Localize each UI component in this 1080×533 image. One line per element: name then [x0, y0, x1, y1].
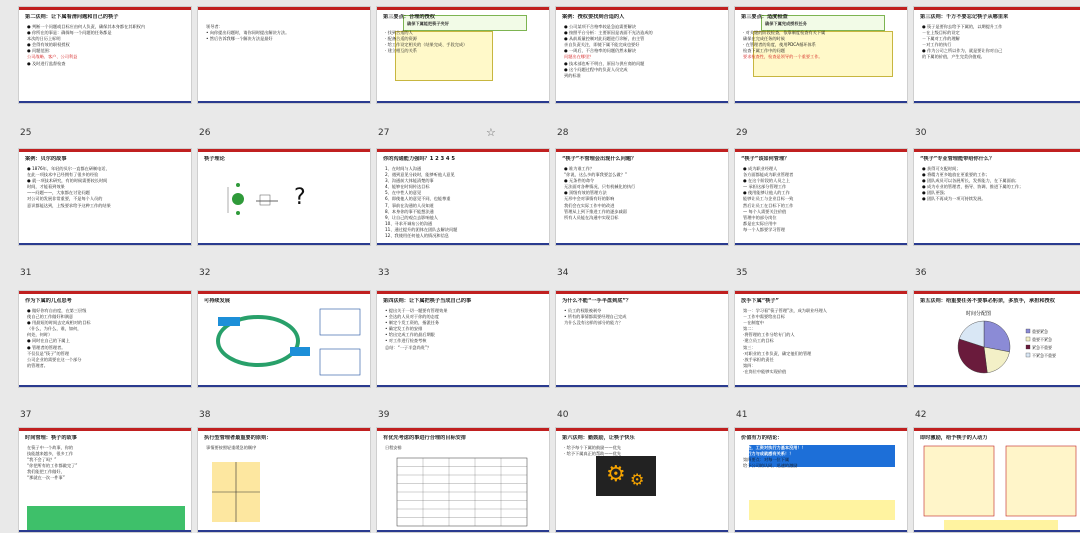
slide-header-bar [19, 291, 191, 294]
slide-title: 价值有万的结论： [741, 435, 783, 441]
slide-header-bar [377, 149, 549, 152]
slide-line: 事情要按照轻重缓急的顺序 [206, 445, 257, 450]
slide-header-bar [735, 149, 907, 152]
slide-body [27, 445, 185, 528]
slide-line: 技能越来越多，很多工作 [27, 451, 74, 457]
slide-number: 25 [20, 128, 32, 138]
slide-line: ● 按照平台分析：主要原因是表面不光洁造成的 [564, 30, 653, 36]
slide-footer-bar [19, 243, 191, 245]
slide-line: －工作中需要给出目标 [743, 314, 785, 320]
slide-number: 30 [915, 128, 927, 138]
slide-line: — 每个人需要关注价值 [743, 208, 787, 214]
slide-thumbnail[interactable] [376, 6, 550, 104]
slide-title: 第二法则：让下属看清问题和自己的筷子 [25, 14, 119, 20]
slide-footer-bar [556, 530, 728, 532]
slide-line: 2、遇到意见分歧时，能够听他人意见 [385, 172, 455, 178]
star-icon[interactable]: ☆ [486, 126, 496, 139]
question-mark: ? [294, 185, 306, 210]
slide-line: ● 获得可支配时间； [922, 166, 961, 171]
gear-image [596, 456, 656, 496]
slide-thumbnail[interactable] [734, 148, 908, 246]
slide-line: 我们会在实际工作中的改进 [564, 202, 615, 208]
slide-title: “筷子”专业管理能带给你什么？ [920, 156, 995, 162]
slide-line: 到的标准 [564, 72, 581, 78]
slide-number: 36 [915, 268, 927, 278]
slide-thumbnail[interactable] [197, 6, 371, 104]
slide-line: • 确定发工作的安排 [385, 326, 423, 332]
slide-footer-bar [19, 101, 191, 103]
slide-line: ● 一周后，不合格率的问题仍然未解决 [564, 48, 636, 54]
slide-thumbnail[interactable] [555, 427, 729, 533]
slide-title: 第三要点：合理的授权 [383, 14, 435, 20]
slide-line: 那些，工资对执行力基本没用！！ [743, 445, 806, 450]
pie-chart [914, 291, 1080, 388]
slide-body [27, 24, 185, 99]
slide-thumbnail[interactable] [913, 427, 1080, 533]
slide-body [27, 308, 185, 383]
slide-line: ● 技术部也听不明白，原因与供应商的问题 [564, 60, 645, 66]
slide-line: 所有人员能在沟通中实现目标 [564, 214, 619, 220]
slide-title: 第三要点：适度检查 [741, 14, 788, 20]
slide-thumbnail[interactable] [18, 6, 192, 104]
slide-number: 28 [557, 128, 569, 138]
slide-footer-bar [377, 385, 549, 387]
slide-line: 8、本身你的事不能想法通 [385, 208, 434, 214]
slide-body [743, 445, 901, 528]
slide-line: · 给予每个下属的鼓励——优先 [564, 445, 622, 450]
slide-line: ● 这个问题过程中的负责人员完成 [564, 66, 628, 72]
slide-line: ● 管理者的管理者。 [27, 344, 66, 350]
slide-title: 时间管理：筷子的故事 [25, 435, 77, 441]
slide-line: ● 1876年，年轻的贝尔一直都在研制电话， [27, 166, 110, 171]
slide-header-bar [198, 7, 370, 10]
gear-icon: ⚙ [630, 470, 645, 489]
slide-line: 确保在完成任务的时候 [743, 36, 785, 42]
slide-header-bar [19, 7, 191, 10]
slide-number: 27 [378, 128, 390, 138]
slide-line: · 找到合适的人 [385, 30, 413, 35]
slide-line: ● 用最短的时间去完成相对的目标 [27, 320, 91, 326]
slide-line: • 向你提出问题时，请你同时提出解决方法。 [206, 30, 290, 36]
gear-icon: ⚙ [606, 462, 626, 487]
slide-line: 何处，何时） [27, 332, 53, 338]
slide-header-bar [914, 7, 1080, 10]
slide-body [206, 24, 364, 99]
slide-number: 31 [20, 268, 32, 278]
slide-footer-bar [914, 530, 1080, 532]
slide-line: 执行力与成就感有关系！！ [743, 451, 794, 457]
slide-footer-bar [914, 101, 1080, 103]
slide-title: 第四法则：让下属把筷子当成自己的事 [383, 298, 472, 304]
slide-body [385, 166, 543, 241]
slide-line: 第四要点：对每一位下属 [743, 457, 790, 463]
slide-line: 7、事前在沟通的人员知道 [385, 202, 434, 208]
slide-thumbnail[interactable] [913, 148, 1080, 246]
slide-line: 领导者： [206, 24, 223, 29]
legend-swatch [1026, 345, 1030, 349]
slide-line: · 建立相互的关系 [385, 48, 417, 54]
legend-swatch [1026, 353, 1030, 357]
legend-label: 重要不紧急 [1032, 337, 1052, 342]
slide-body [564, 24, 722, 99]
slide-number: 29 [736, 128, 748, 138]
slide-thumbnail[interactable] [913, 6, 1080, 104]
slide-line: · 在管理者的角度，使用PDCA循环体系 [743, 42, 816, 48]
slide-line: －在制度中 [743, 320, 764, 326]
slide-footer-bar [735, 101, 907, 103]
priority-quadrant [198, 428, 371, 533]
slide-line: 管理从上到下推进工作的逐步减弱 [564, 208, 627, 214]
slide-thumbnail[interactable] [734, 6, 908, 104]
slide-title: 执行型管理者最重要的原则： [204, 435, 272, 441]
slide-line: ● 判断一个问题或目标应由何人负责，确保其本身都在其职权内 [27, 24, 146, 29]
slide-line: 第一：学习看“筷子管理”法，成为职业经理人 [743, 308, 827, 313]
slide-number: 33 [378, 268, 390, 278]
slide-footer-bar [556, 101, 728, 103]
slide-body [27, 166, 185, 241]
slide-header-bar [556, 7, 728, 10]
slide-line: 4、能够在时间传达目标 [385, 184, 430, 190]
pie-title: 时间分配图 [966, 311, 992, 317]
slide-body [564, 166, 722, 241]
slide-line: ● 及时进行监督检查 [27, 60, 66, 66]
slide-line: 时间，才能看到效果 [27, 184, 65, 190]
slide-line: 各方面都能成为职业管理者 [743, 172, 794, 178]
slide-body [564, 308, 722, 383]
slide-body [743, 166, 901, 241]
slide-line: 检查下属工作中的问题 [743, 48, 785, 54]
slide-line: ● 无条件的命令 [564, 178, 595, 184]
slide-line: 第二： [743, 326, 756, 332]
slide-thumbnail[interactable] [376, 427, 550, 533]
slide-thumbnail[interactable] [376, 290, 550, 388]
slide-header-bar [377, 7, 549, 10]
slide-line: 日程安排 [385, 445, 402, 450]
slide-line: ● 团队成员可以各展所长，发挥能力，在下属面前； [922, 178, 1020, 184]
slide-footer-bar [914, 243, 1080, 245]
slide-thumbnail[interactable] [555, 6, 729, 104]
slide-line: ● 你所在的事是：确保每一个问题的任务都是 [27, 30, 112, 36]
slide-line: · 对关键的阶段检查，依靠制度检查有关下属 [743, 30, 826, 35]
slide-header-bar [19, 149, 191, 152]
slide-line: 在此一项技术中已经拥有了很多的经验 [27, 172, 99, 178]
slide-line: 无法面对各种情况，只有机械化的执行 [564, 184, 636, 190]
slide-line: ● 作为公司之所以作为，就是要让你对自己 [922, 48, 1003, 54]
slide-body [922, 166, 1080, 241]
slide-title: 第六法则：勤鼓励，让筷子快乐 [562, 435, 635, 441]
slide-line: 第三： [743, 344, 756, 350]
slide-line: ·在岗位中能够实现价值 [743, 368, 787, 374]
slide-title: 第三法则：千万不要忘记筷子从哪里来 [920, 14, 1009, 20]
slide-line: 意识都能达到，上级要求给予这种工作的结果 [27, 202, 111, 208]
cycle-diagram [198, 291, 371, 388]
slide-line: ● 会得有效的职权授权 [27, 42, 70, 48]
slide-line: 对公司的发展非常重要，不是每个人员的 [27, 196, 103, 202]
slide-header-bar [556, 291, 728, 294]
slide-line: ·对职业的工作负责，确定他们的管理 [743, 350, 812, 356]
slide-body [385, 30, 543, 99]
slide-line: 不仅仅是“筷子”的管理 [27, 350, 70, 356]
slide-line: 本次的日历上标明 [27, 36, 61, 42]
slide-number: 35 [736, 268, 748, 278]
slide-line: • 然后告诉我哪一个解决方法是最好 [206, 36, 273, 42]
slide-footer-bar [556, 243, 728, 245]
slide-line: • 员工的权限被剥夺 [564, 308, 602, 313]
slide-line: ● 筷子是要你去给予下属的，以期提升工作 [922, 24, 1003, 29]
slide-header-bar [556, 149, 728, 152]
pie-slice [984, 321, 1010, 352]
slide-line: ● 同时在自己的下属上 [27, 338, 70, 344]
slide-thumbnail[interactable] [197, 427, 371, 533]
slide-line: 3、沟通前大体能清楚的事 [385, 178, 434, 184]
slide-line: 我们能把工作做好， [27, 469, 65, 475]
slide-subtitle: 确保下属能把筷子夹好 [407, 21, 449, 26]
slide-line: 给予公司的认同，迅速的激励 [743, 463, 798, 469]
slide-body [743, 308, 901, 383]
slide-line: －在上级目标的设定 [922, 30, 960, 36]
slide-line: 无形中会对事情有好的影响 [564, 196, 615, 202]
slide-line: ● 在这个阶段的人员之上 [743, 178, 790, 184]
slide-number: 39 [378, 410, 390, 420]
slide-thumbnail[interactable] [376, 148, 550, 246]
slide-line: · 给予下属真正的帮助——优先 [564, 451, 622, 457]
slide-line: 问题出在哪里？ [564, 54, 594, 60]
legend-swatch [1026, 329, 1030, 333]
slide-footer-bar [735, 530, 907, 532]
slide-line: 1、在时间与人沟通 [385, 166, 422, 171]
slide-thumbnail[interactable] [734, 290, 908, 388]
slide-line: 6、即使他人的意见不同，也能尊重 [385, 196, 451, 202]
slide-line: · 配备合适的资源 [385, 36, 417, 42]
slide-footer-bar [377, 101, 549, 103]
slide-line: 5、在中性人的意见 [385, 190, 422, 196]
slide-line: “你把所有的工作都做完了” [27, 463, 78, 469]
slide-number: 40 [557, 410, 569, 420]
slide-title: 放手下属“筷子” [741, 298, 779, 304]
slide-header-bar [19, 428, 191, 431]
slide-line: ——问题——，大家都在讨论问题 [27, 190, 90, 196]
slide-thumbnail[interactable] [18, 427, 192, 533]
slide-line: • 所有的事情都需要经理自己完成 [564, 314, 627, 320]
slide-number: 42 [915, 410, 927, 420]
slide-header-bar [377, 291, 549, 294]
legend-label: 不紧急不重要 [1032, 353, 1056, 358]
slide-footer-bar [735, 385, 907, 387]
slide-line: 11、通过提升的团体在团队去解决问题 [385, 226, 458, 232]
slide-line: 10、寻求开诚布公的沟通 [385, 220, 433, 226]
slide-thumbnail[interactable] [18, 290, 192, 388]
slide-line: ·建立员工的目标 [743, 338, 774, 344]
slide-thumbnail[interactable] [555, 290, 729, 388]
chopstick-diagram [198, 149, 371, 246]
slide-number: 32 [199, 268, 211, 278]
slide-line: 在筷子中一个故事，你的 [27, 445, 74, 450]
slide-header-bar [735, 291, 907, 294]
slide-line: 亲自负责关注，即使下属不能完成也要好 [564, 42, 640, 48]
slide-line: ● 使用能够让他人的工作 [743, 190, 790, 196]
slide-thumbnail[interactable] [913, 290, 1080, 388]
slide-line: 9、让自己的观点去影响他人 [385, 214, 438, 220]
slide-line: ·将管理的工作分给专门的人 [743, 332, 795, 338]
slide-line: 总结：“一子半盘尚贵”？ [385, 344, 432, 350]
slide-thumbnail[interactable] [197, 148, 371, 246]
slide-title: 有优先考虑的事进行合理的目标安排 [383, 435, 467, 441]
slide-line: ● 就一项技术研究，有的时候需要较长时间 [27, 178, 108, 184]
slide-thumbnail[interactable] [18, 148, 192, 246]
legend-swatch [1026, 337, 1030, 341]
slide-line: ● 成为专业的管理者，指导、协调、推进下属的工作； [922, 184, 1024, 190]
slide-footer-bar [735, 243, 907, 245]
slide-line: ● 做好你有自由度，在第三层级 [27, 308, 87, 313]
slide-line: ● 成为职业经理人 [743, 166, 778, 171]
slide-thumbnail[interactable] [555, 148, 729, 246]
slide-line: 第四： [743, 362, 756, 368]
slide-body [922, 24, 1080, 99]
slide-line: “我不会了吗？” [27, 457, 57, 463]
slide-line: ● 问题范围： [27, 48, 53, 54]
slide-line: 能够让员工与企业目标一致 [743, 196, 794, 202]
slide-line: －下属对工作的理解 [922, 36, 960, 42]
slide-footer-bar [377, 243, 549, 245]
slide-title: 案例：授权要找到合适的人 [562, 14, 625, 20]
slide-number: 37 [20, 410, 32, 420]
slide-subtitle: 确保下属完成授权任务 [765, 21, 807, 26]
slide-line: 的下属的价值，产生完美价值观。 [922, 54, 985, 60]
slide-line: －对工作的执行 [922, 42, 952, 48]
slide-body [743, 30, 901, 99]
slide-line: “你说，这么多的事我要怎么做？” [564, 172, 627, 178]
slide-line: 要求检查性，检查是领导的一个重要工作。 [743, 54, 823, 60]
slide-line: 为什么没有这样的部分的能力？ [564, 320, 623, 326]
slide-footer-bar [556, 385, 728, 387]
slide-number: 26 [199, 128, 211, 138]
slide-title: 第五法则：给重要任务不要事必躬亲，多放手，承担和授权 [920, 298, 1055, 304]
slide-line: • 制定个发工资的，指派任务 [385, 320, 440, 326]
slide-line: 12、我使用任何他人的情况和信息 [385, 233, 449, 239]
slide-body [922, 445, 1080, 528]
slide-number: 38 [199, 410, 211, 420]
slide-line: 然后让员工在目标下的工作 [743, 202, 794, 208]
schedule-table [377, 428, 550, 533]
slide-footer-bar [198, 101, 370, 103]
slide-line: ● 团队不再成为一项可持续发展。 [922, 196, 986, 202]
slide-line: • 给出完成工作的最后期限 [385, 332, 435, 338]
slide-line: • 会达的人员对于你的的态度 [385, 314, 440, 320]
slide-line: ● 将精力更多地放在更重要的工作； [922, 172, 990, 178]
slide-title: 可持续发展 [204, 298, 230, 304]
slide-line: • 提出关于一切一题要有管理效果 [385, 308, 448, 313]
slide-number: 34 [557, 268, 569, 278]
slide-line: 公司战略、客户、公司利益 [27, 54, 78, 60]
slide-title: 筷子理论 [204, 156, 225, 162]
slide-line: 都是在实际应用中 [743, 220, 777, 226]
slide-thumbnail[interactable] [197, 290, 371, 388]
slide-title: 案例：贝尔的故事 [25, 156, 67, 162]
slide-header-bar [735, 7, 907, 10]
slide-line: · 给工作设定相关的（结果完成、手段完成） [385, 42, 468, 48]
slide-title: “筷子”不管理会出现什么问题？ [562, 156, 637, 162]
slide-line: 管理中的部分岗位 [743, 214, 777, 220]
legend-label: 紧急不重要 [1032, 345, 1052, 350]
slide-line: 每一个人都要学习管理 [743, 226, 785, 232]
slide-line: ● 公司某项不合格率较是急迫需要解决 [564, 24, 636, 29]
slide-thumbnail[interactable] [734, 427, 908, 533]
slide-title: “筷子”该如何管理？ [741, 156, 790, 162]
slide-line: ·放手承担的责任 [743, 356, 774, 362]
slide-title: 你的沟通能力强吗？1 2 3 4 5 [383, 156, 455, 162]
slide-line: ● 顶级有效的管理方法 [564, 190, 607, 196]
slide-line: — 承担这部分管理工作 [743, 184, 787, 190]
slide-header-bar [735, 428, 907, 431]
slide-footer-bar [19, 530, 191, 532]
slide-line: 公司企业的需要在这一个部分 [27, 356, 82, 362]
slide-line: ● 从前质量控制对此问题进行诊断，由主管 [564, 36, 645, 42]
slide-line: 的管理者。 [27, 362, 48, 368]
slide-line: • 对工作进行检查考核 [385, 338, 427, 344]
legend-label: 重要紧急 [1032, 329, 1048, 334]
slide-footer-bar [19, 385, 191, 387]
slide-line: ● 谁为谁工作？ [564, 166, 595, 171]
slide-header-bar [914, 149, 1080, 152]
slide-header-bar [556, 428, 728, 431]
slide-line: （什么，为什么，谁，如何， [27, 326, 82, 332]
slide-title: 为什么不能“一手半盘到底”？ [562, 298, 632, 304]
slide-number: 41 [736, 410, 748, 420]
slide-title: 作为下属的几点思考 [25, 298, 72, 304]
slide-line: 使自己的工作做好和满意 [27, 314, 74, 320]
slide-line: ● 团队更强； [922, 190, 948, 196]
slide-line: “那就在一次一件事” [27, 475, 65, 481]
slide-body [385, 308, 543, 383]
slide-title: 即时激励，给予筷子的人动力 [920, 435, 988, 441]
